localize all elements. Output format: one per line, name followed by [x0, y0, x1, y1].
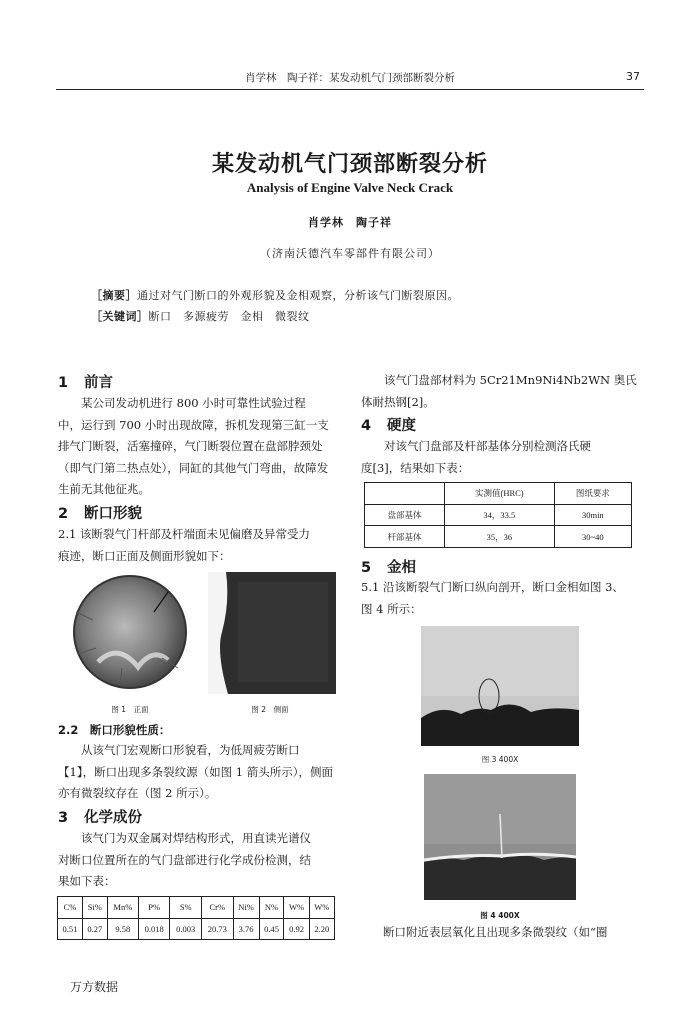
figure-2-image [208, 572, 336, 694]
hardness-table [364, 482, 632, 548]
table-cell: 3.76 [233, 918, 259, 940]
text-line: 图 4 所示： [361, 601, 422, 616]
section-3-heading [58, 806, 142, 827]
table-cell: 盘部基体 [365, 504, 445, 526]
figure-1-image [58, 572, 198, 694]
abstract-label: ［摘要］ [91, 289, 137, 302]
table-cell: 30~40 [554, 526, 631, 548]
table-cell: 35，36 [445, 526, 555, 548]
table-cell: 0.92 [284, 918, 309, 940]
table-row [365, 526, 632, 548]
table-cell: 9.58 [107, 918, 138, 940]
text-line: （即气门第二热点处），同缸的其他气门弯曲，故障发 [58, 460, 329, 475]
text-line: 亦有微裂纹存在（图 2 所示）。 [58, 786, 217, 800]
table-row [365, 504, 632, 526]
running-title: 肖学林 陶子祥：某发动机气门颈部断裂分析 [245, 72, 455, 84]
abstract-text: 通过对气门断口的外观形貌及金相观察，分析该气门断裂原因。 [137, 289, 459, 302]
section-2-1-body [58, 524, 342, 567]
table-cell: 2.20 [309, 918, 334, 940]
table-header-cell: W% [284, 897, 309, 919]
figure-4-caption: 图 4 400X [480, 911, 520, 920]
table-header-cell: Cr% [202, 897, 234, 919]
text-line: 该气门为双金属对焊结构形式，用直读光谱仪 [81, 831, 311, 845]
keywords-line [91, 306, 459, 327]
table-cell: 0.003 [170, 918, 202, 940]
paper-title: 某发动机气门颈部断裂分析 [211, 152, 488, 177]
table-cell: 30min [554, 504, 631, 526]
table-cell: 20.73 [202, 918, 234, 940]
section-5-body [361, 577, 645, 620]
section-3-title: 化学成份 [84, 810, 142, 826]
abstract-block [91, 285, 459, 327]
section-4-heading [361, 414, 416, 435]
authors: 肖学林 陶子祥 [308, 216, 392, 229]
table-header-cell: P% [138, 897, 170, 919]
table-cell: 0.51 [58, 918, 83, 940]
keywords-label: ［关键词］ [91, 310, 149, 323]
text-line: 果如下表： [58, 874, 116, 888]
text-line: 2.1 该断裂气门杆部及杆端面未见偏磨及异常受力 [58, 527, 310, 541]
text-line: 中，运行到 700 小时出现故障，拆机发现第三缸一支 [58, 417, 329, 432]
running-header [56, 70, 644, 90]
figure-3-caption: 图 3 400X [481, 755, 519, 764]
material-intro [361, 370, 643, 413]
table-header-row [365, 483, 632, 505]
english-title: Analysis of Engine Valve Neck Crack [246, 180, 454, 195]
section-2-title: 断口形貌 [84, 506, 142, 522]
table-row [58, 918, 335, 940]
text-line: 痕迹，断口正面及侧面形貌如下： [58, 548, 231, 563]
table-cell: 0.018 [138, 918, 170, 940]
text-line: 度[3]，结果如下表： [361, 460, 470, 475]
text-line: 5.1 沿该断裂气门断口纵向剖开，断口金相如图 3、 [361, 580, 624, 594]
section-5-heading [361, 556, 416, 577]
text-line: 【1】，断口出现多条裂纹源（如图 1 箭头所示），侧面 [58, 764, 333, 779]
text-line: 对断口位置所在的气门盘部进行化学成份检测，结 [58, 852, 311, 867]
table-header-cell: Si% [82, 897, 107, 919]
keywords-text: 断口 多源疲劳 金相 微裂纹 [148, 310, 310, 323]
table-header-cell: 实测值(HRC) [445, 483, 555, 505]
section-2-heading [58, 502, 142, 523]
figure-4-image [424, 774, 576, 900]
section-2-2-heading: 2.2 断口形貌性质： [58, 723, 171, 737]
text-line: 排气门断裂，活塞撞碎，气门断裂位置在盘部脖颈处 [58, 439, 323, 453]
table-cell: 杆部基体 [365, 526, 445, 548]
text-line: 对该气门盘部及杆部基体分别检测洛氏硬 [384, 439, 591, 453]
section-1-title: 前言 [84, 375, 113, 391]
text-line: 从该气门宏观断口形貌看，为低周疲劳断口 [81, 743, 300, 757]
chemical-composition-table [57, 896, 335, 940]
section-4-number: 4 [361, 418, 372, 434]
section-2-2-body [58, 740, 336, 805]
section-1-number: 1 [58, 375, 69, 391]
table-cell: 34，33.5 [445, 504, 555, 526]
text-line: 体耐热钢[2]。 [361, 394, 435, 409]
table-header-cell [365, 483, 445, 505]
table-header-cell: N% [259, 897, 284, 919]
table-header-row [58, 897, 335, 919]
abstract-line [91, 285, 459, 306]
figure-1-caption: 图 1 正面 [111, 705, 149, 714]
section-1-body [58, 393, 336, 501]
table-header-cell: Ni% [233, 897, 259, 919]
section-5-continuation: 断口附近表层氧化且出现多条微裂纹（如“圈 [383, 925, 608, 939]
section-1-heading [58, 371, 113, 392]
section-4-title: 硬度 [387, 418, 416, 434]
footer-watermark: 万方数据 [70, 980, 119, 994]
table-cell: 0.45 [259, 918, 284, 940]
affiliation: （济南沃德汽车零部件有限公司） [260, 247, 440, 260]
section-3-number: 3 [58, 810, 69, 826]
section-3-body [58, 828, 336, 893]
text-line: 某公司发动机进行 800 小时可靠性试验过程 [81, 396, 306, 410]
table-header-cell: C% [58, 897, 83, 919]
section-2-number: 2 [58, 506, 69, 522]
text-line: 该气门盘部材料为 5Cr21Mn9Ni4Nb2WN 奥氏 [384, 373, 637, 387]
table-header-cell: 图纸要求 [554, 483, 631, 505]
page-number: 37 [626, 70, 640, 83]
table-header-cell: S% [170, 897, 202, 919]
table-cell: 0.27 [82, 918, 107, 940]
figure-3-image [421, 626, 579, 746]
section-5-title: 金相 [387, 560, 416, 576]
figure-2-caption: 图 2 侧面 [251, 705, 289, 714]
table-header-cell: W% [309, 897, 334, 919]
table-header-cell: Mn% [107, 897, 138, 919]
section-5-number: 5 [361, 560, 372, 576]
text-line: 生前无其他征兆。 [58, 482, 150, 496]
section-4-body [361, 436, 643, 479]
